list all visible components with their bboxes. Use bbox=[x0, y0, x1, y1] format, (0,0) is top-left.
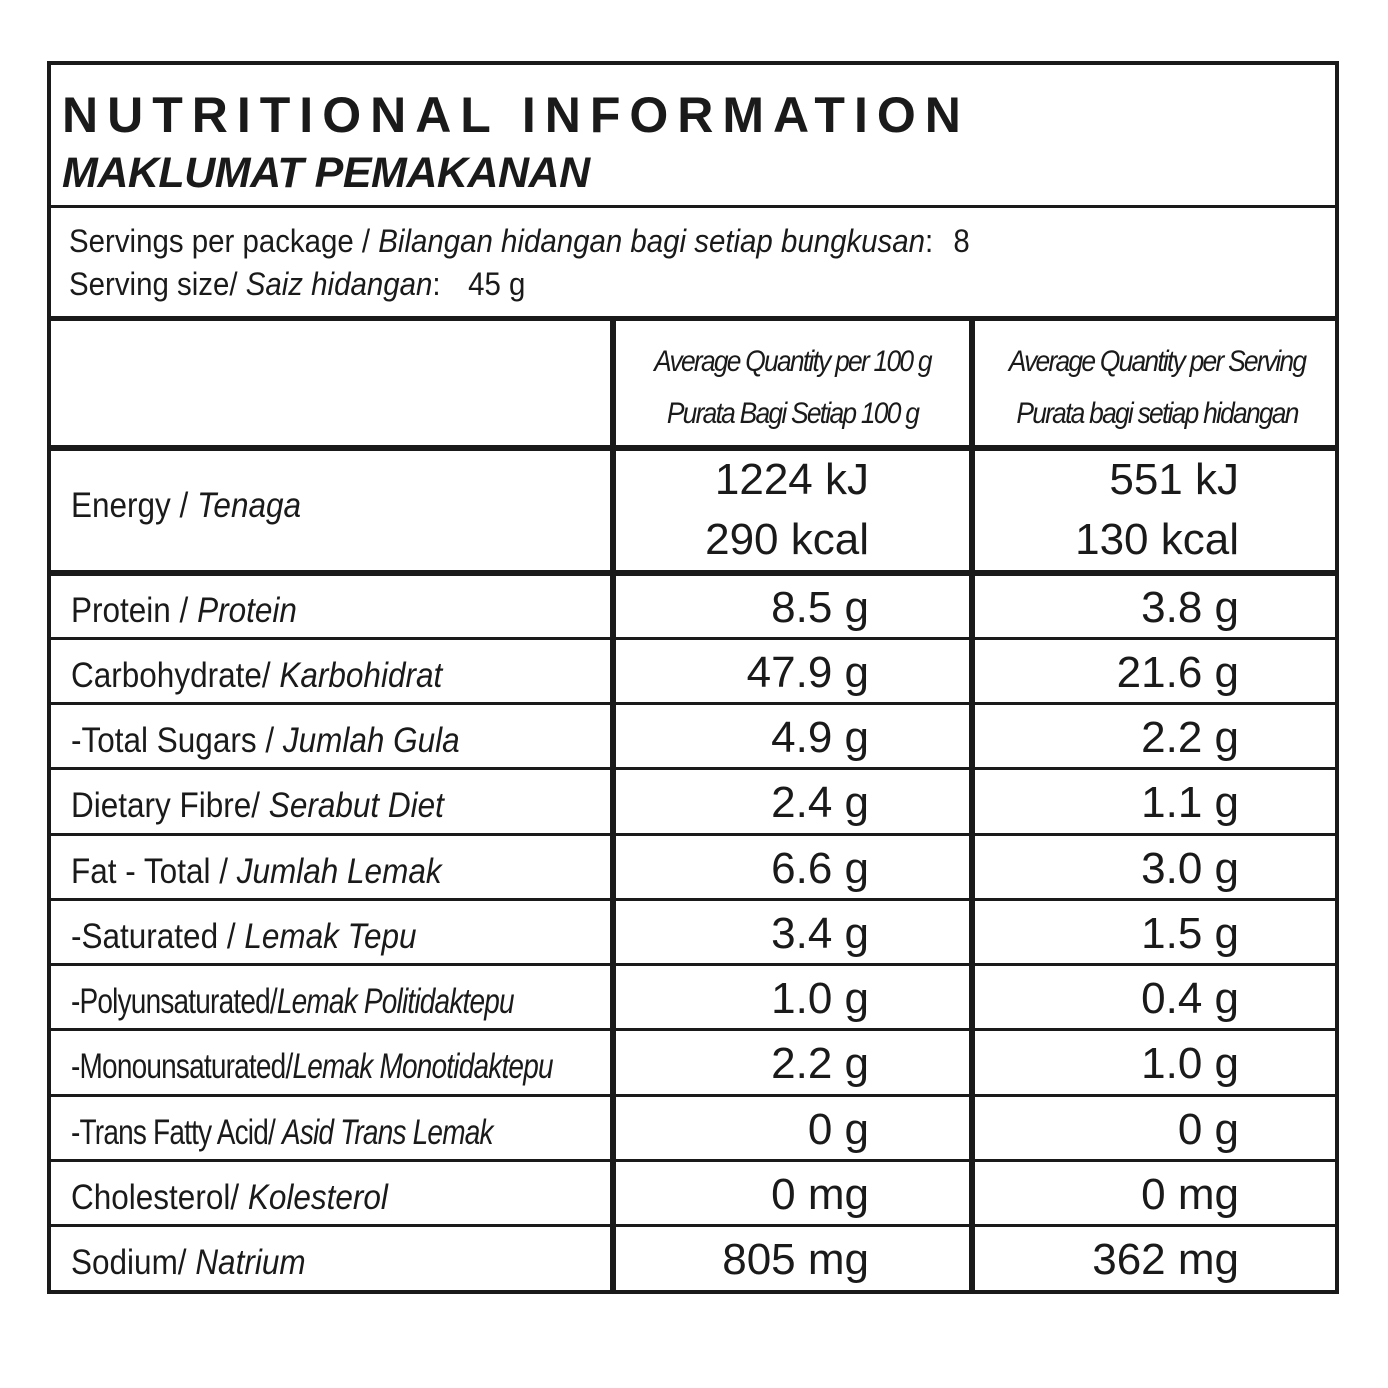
nutrient-per100-dietary-fibre: 2.4 g bbox=[771, 778, 869, 827]
nutrition-panel bbox=[47, 61, 1339, 1294]
nutrient-label-malay: Lemak Politidaktepu bbox=[276, 982, 514, 1021]
energy-serving-kcal: 130 kcal bbox=[1075, 515, 1239, 564]
column-divider-1 bbox=[610, 321, 616, 1290]
column-header-per-serving-line2: Purata bagi setiap hidangan bbox=[1016, 397, 1298, 430]
nutrient-serving-saturated: 1.5 g bbox=[1141, 909, 1239, 958]
nutrient-label-english: -Total Sugars / bbox=[71, 721, 283, 760]
nutrient-label-english: Sodium/ bbox=[71, 1243, 196, 1282]
nutrient-label-malay: Protein bbox=[197, 591, 297, 630]
nutrient-label-english: -Polyunsaturated/ bbox=[71, 982, 277, 1021]
nutrient-per100-carbohydrate: 47.9 g bbox=[746, 648, 869, 697]
nutrient-label-english: Fat - Total / bbox=[71, 852, 237, 891]
row-rule bbox=[51, 767, 1335, 770]
nutrient-label-trans-fatty-acid bbox=[71, 1113, 493, 1153]
nutrient-serving-protein: 3.8 g bbox=[1141, 583, 1239, 632]
serving-size-value: 45 g bbox=[468, 266, 526, 302]
nutrient-label-protein bbox=[71, 591, 297, 631]
nutrient-label-english: Dietary Fibre/ bbox=[71, 786, 269, 825]
nutrient-label-malay: Jumlah Lemak bbox=[236, 852, 442, 891]
energy-rule bbox=[51, 570, 1335, 576]
nutrient-label-carbohydrate bbox=[71, 656, 442, 696]
nutrient-label-malay: Lemak Monotidaktepu bbox=[292, 1047, 553, 1086]
column-divider-2 bbox=[969, 321, 975, 1290]
nutrient-per100-total-sugars: 4.9 g bbox=[771, 713, 869, 762]
nutrient-per100-fat-total: 6.6 g bbox=[771, 844, 869, 893]
nutrient-per100-cholesterol: 0 mg bbox=[771, 1170, 869, 1219]
nutrient-serving-trans-fatty-acid: 0 g bbox=[1177, 1105, 1239, 1154]
nutrient-serving-monounsaturated: 1.0 g bbox=[1141, 1039, 1239, 1088]
row-rule bbox=[51, 702, 1335, 705]
nutrient-serving-fat-total: 3.0 g bbox=[1141, 844, 1239, 893]
servings-per-package-colon: : bbox=[925, 223, 934, 259]
column-header-per-serving-line1: Average Quantity per Serving bbox=[1008, 345, 1306, 378]
servings-per-package-label-malay: Bilangan hidangan bagi setiap bungkusan bbox=[378, 223, 926, 259]
serving-size-label: Serving size/ bbox=[69, 266, 246, 302]
energy-per100-kj: 1224 kJ bbox=[714, 455, 869, 504]
servings-per-package bbox=[69, 221, 970, 261]
nutrient-serving-cholesterol: 0 mg bbox=[1141, 1170, 1239, 1219]
nutrient-label-english: -Trans Fatty Acid/ bbox=[71, 1113, 282, 1152]
nutrient-label-malay: Serabut Diet bbox=[268, 786, 444, 825]
header-rule bbox=[51, 445, 1335, 451]
nutrient-label-cholesterol bbox=[71, 1178, 388, 1218]
row-rule bbox=[51, 833, 1335, 836]
row-rule bbox=[51, 898, 1335, 901]
servings-per-package-label: Servings per package / bbox=[69, 223, 379, 259]
nutrient-label-fat-total bbox=[71, 852, 442, 892]
nutrient-label-malay: Natrium bbox=[195, 1243, 306, 1282]
nutrient-label-monounsaturated bbox=[71, 1047, 553, 1087]
title-block bbox=[51, 65, 1335, 208]
row-rule bbox=[51, 1094, 1335, 1097]
row-rule bbox=[51, 1028, 1335, 1031]
energy-label bbox=[71, 486, 301, 526]
nutrient-serving-carbohydrate: 21.6 g bbox=[1116, 648, 1239, 697]
nutrient-serving-dietary-fibre: 1.1 g bbox=[1141, 778, 1239, 827]
nutrient-label-polyunsaturated bbox=[71, 982, 514, 1022]
nutrient-serving-polyunsaturated: 0.4 g bbox=[1141, 974, 1239, 1023]
title-english: NUTRITIONAL INFORMATION bbox=[62, 87, 970, 143]
column-header-per-serving bbox=[975, 328, 1339, 445]
nutrient-per100-sodium: 805 mg bbox=[722, 1235, 869, 1284]
nutrient-per100-polyunsaturated: 1.0 g bbox=[771, 974, 869, 1023]
nutrient-label-dietary-fibre bbox=[71, 786, 444, 826]
nutrient-label-malay: Lemak Tepu bbox=[244, 917, 417, 956]
nutrient-label-malay: Karbohidrat bbox=[279, 656, 443, 695]
nutrient-label-english: -Saturated / bbox=[71, 917, 245, 956]
nutrient-per100-protein: 8.5 g bbox=[771, 583, 869, 632]
energy-label-malay: Tenaga bbox=[197, 486, 302, 525]
nutrient-label-english: -Monounsaturated/ bbox=[71, 1047, 293, 1086]
column-header-per-100g bbox=[616, 328, 969, 445]
serving-size bbox=[69, 264, 525, 304]
nutrient-label-malay: Jumlah Gula bbox=[282, 721, 460, 760]
serving-info bbox=[51, 208, 1335, 321]
energy-serving-kj: 551 kJ bbox=[1109, 455, 1239, 504]
column-header-per-100g-line2: Purata Bagi Setiap 100 g bbox=[666, 397, 919, 430]
title-malay: MAKLUMAT PEMAKANAN bbox=[62, 149, 590, 197]
energy-label-english: Energy / bbox=[71, 486, 198, 525]
nutrient-per100-trans-fatty-acid: 0 g bbox=[807, 1105, 869, 1154]
servings-per-package-value: 8 bbox=[953, 223, 970, 259]
nutrient-label-english: Carbohydrate/ bbox=[71, 656, 280, 695]
row-rule bbox=[51, 1159, 1335, 1162]
nutrient-label-sodium bbox=[71, 1243, 306, 1283]
nutrient-serving-sodium: 362 mg bbox=[1092, 1235, 1239, 1284]
nutrient-label-english: Protein / bbox=[71, 591, 198, 630]
row-rule bbox=[51, 637, 1335, 640]
nutrient-label-total-sugars bbox=[71, 721, 460, 761]
row-rule bbox=[51, 963, 1335, 966]
nutrient-label-malay: Asid Trans Lemak bbox=[281, 1113, 493, 1152]
serving-size-label-malay: Saiz hidangan bbox=[245, 266, 433, 302]
nutrient-per100-monounsaturated: 2.2 g bbox=[771, 1039, 869, 1088]
nutrient-label-english: Cholesterol/ bbox=[71, 1178, 248, 1217]
row-rule bbox=[51, 1224, 1335, 1227]
serving-size-colon: : bbox=[432, 266, 441, 302]
nutrient-label-saturated bbox=[71, 917, 417, 957]
nutrient-serving-total-sugars: 2.2 g bbox=[1141, 713, 1239, 762]
nutrient-per100-saturated: 3.4 g bbox=[771, 909, 869, 958]
nutrient-label-malay: Kolesterol bbox=[247, 1178, 388, 1217]
column-header-per-100g-line1: Average Quantity per 100 g bbox=[654, 345, 931, 378]
energy-per100-kcal: 290 kcal bbox=[705, 515, 869, 564]
